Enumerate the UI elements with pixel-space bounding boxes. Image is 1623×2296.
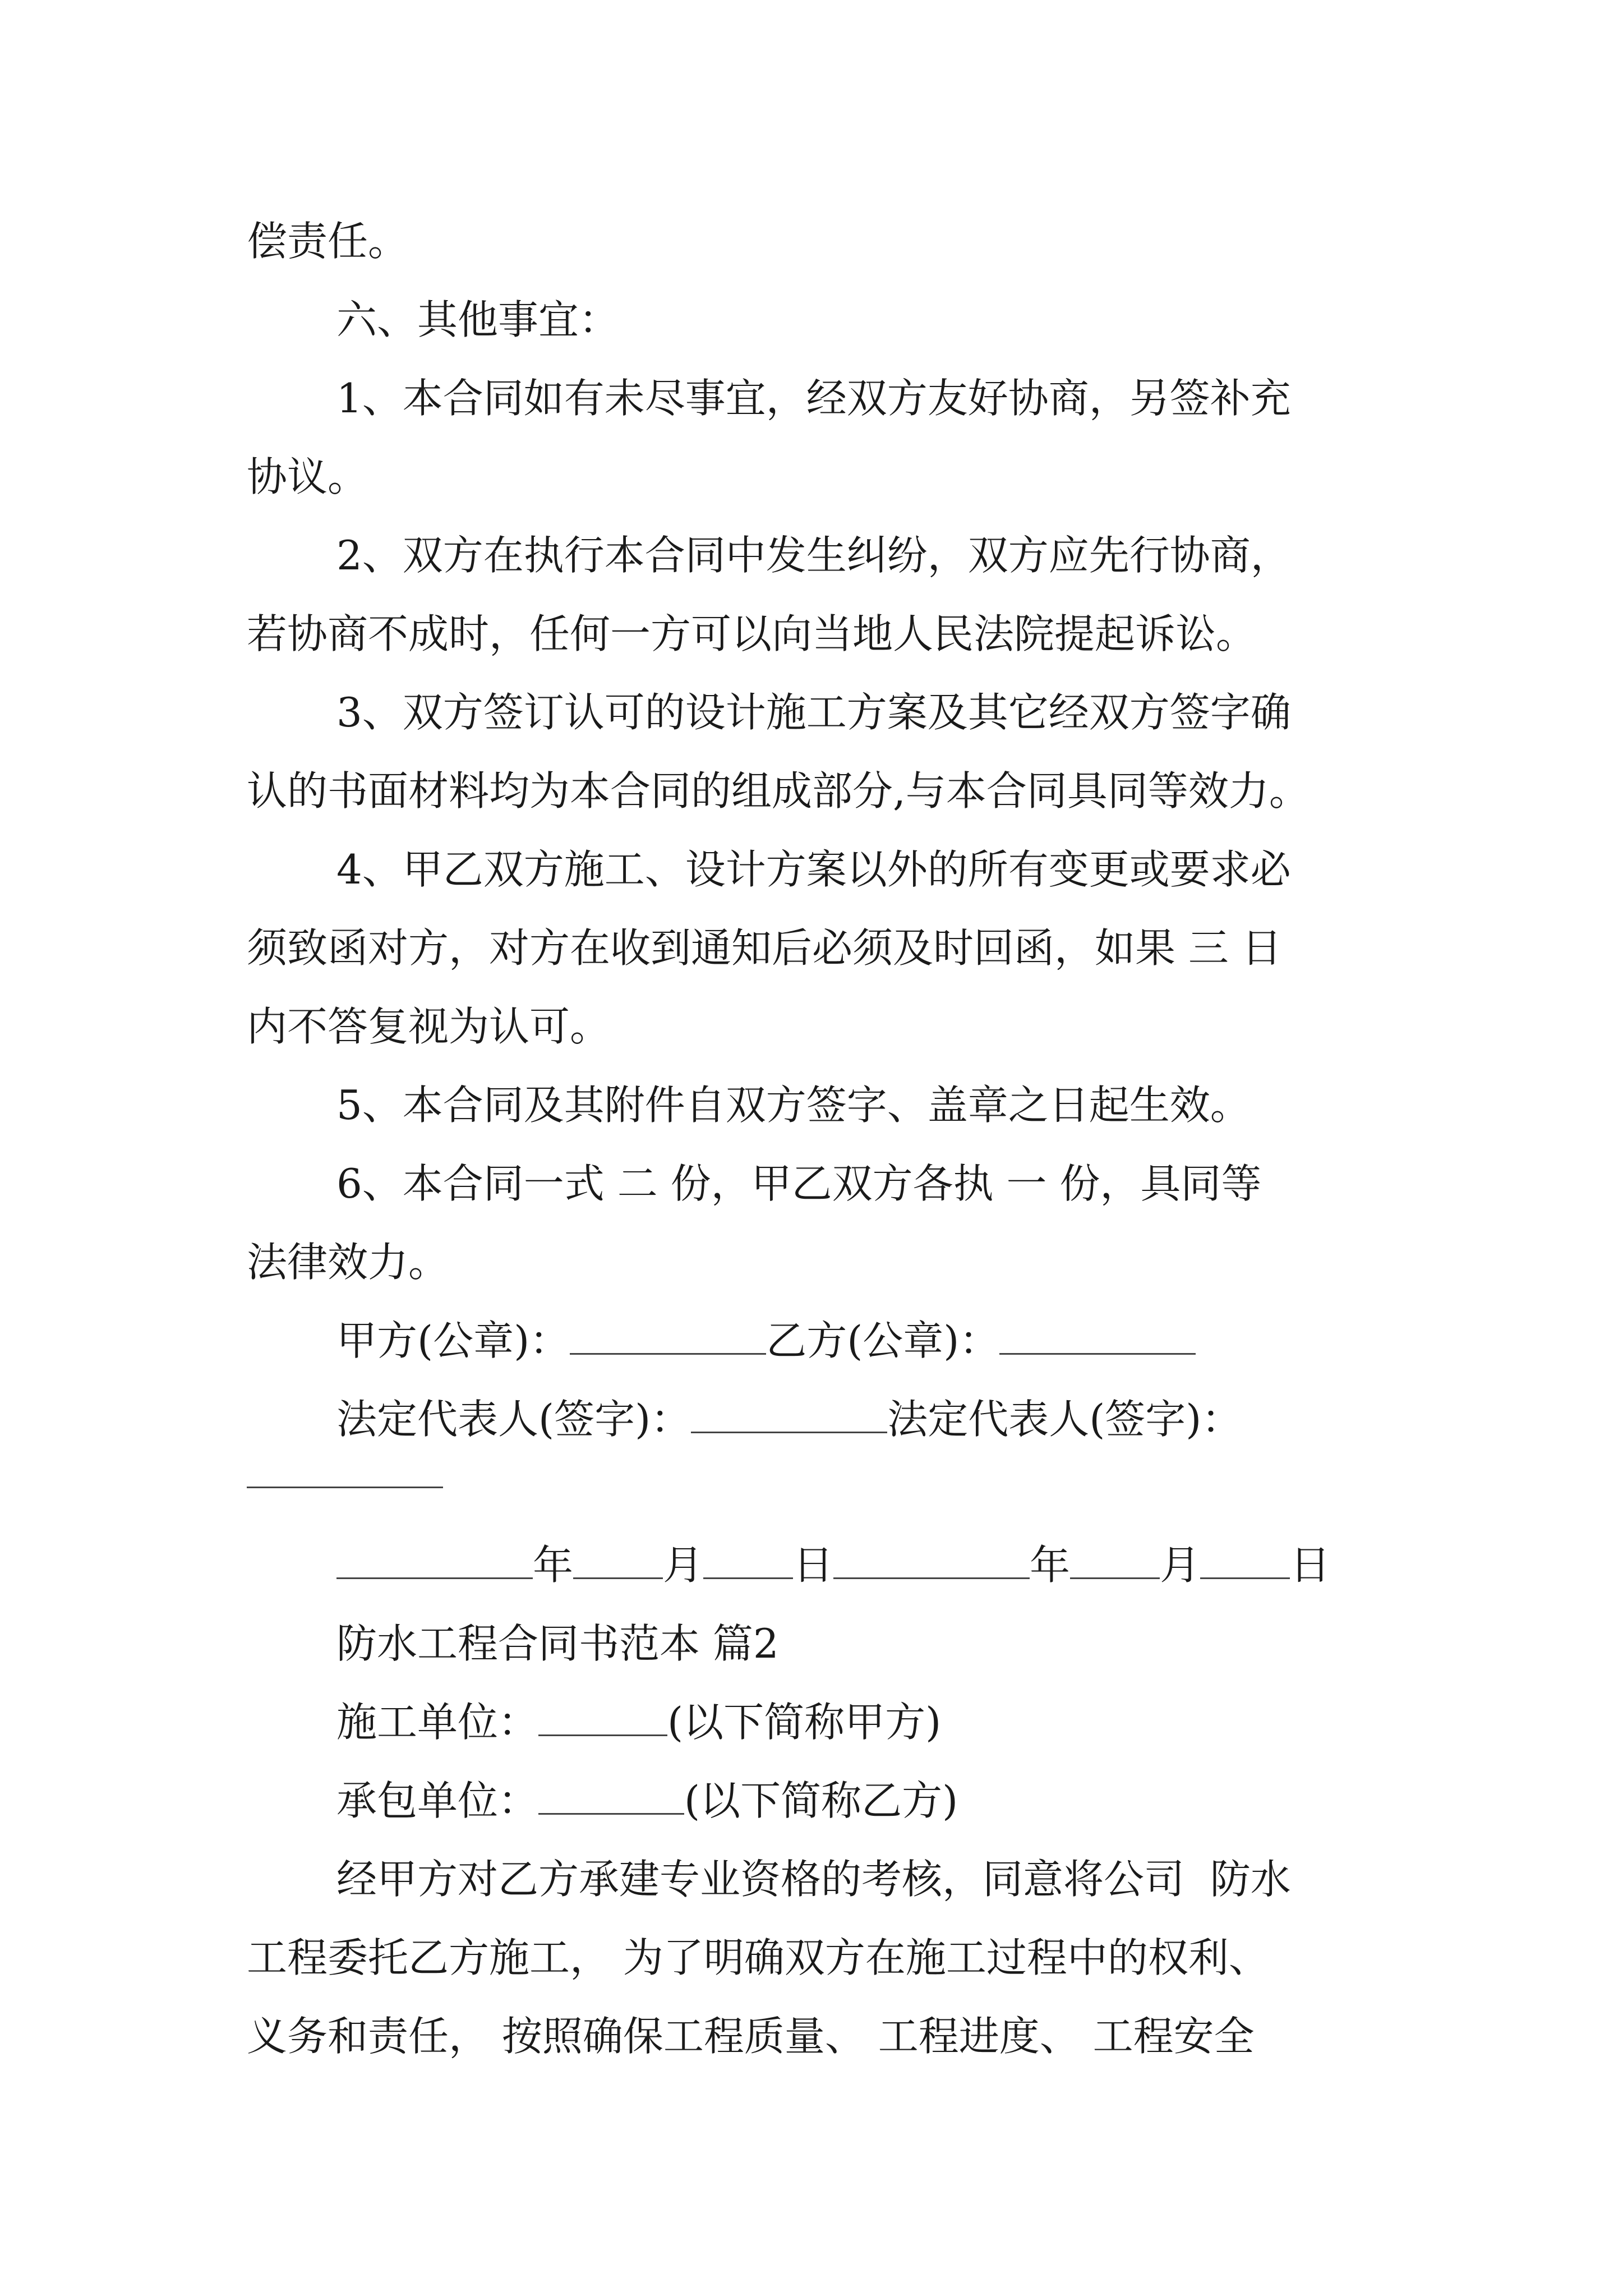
section-heading: 六、其他事宜： <box>336 296 620 343</box>
party-b-seal-label: 乙方(公章)： <box>766 1317 1000 1364</box>
text-line: 6、本合同一式 二 份，甲乙双方各执 一 份，具同等 <box>336 1160 1262 1207</box>
construction-unit-line <box>336 1683 1402 1761</box>
text-line: 须致函对方，对方在收到通知后必须及时回函，如果 三 日 <box>247 924 1282 972</box>
party-a-seal-blank <box>570 1316 766 1355</box>
seal-line <box>336 1301 1402 1380</box>
text-line: 内不答复视为认可。 <box>247 1003 611 1050</box>
text-line: 2、双方在执行本合同中发生纠纷，双方应先行协商， <box>336 532 1291 579</box>
date-blank <box>833 1540 1030 1579</box>
day-label: 日 <box>793 1542 834 1589</box>
date-blank <box>1070 1540 1160 1579</box>
contractor-unit-blank <box>538 1776 684 1815</box>
party-a-rep-label: 法定代表人(签字)： <box>336 1396 691 1443</box>
text-line: 若协商不成时，任何一方可以向当地人民法院提起诉讼。 <box>247 610 1257 657</box>
text-line: 5、本合同及其附件自双方签字、盖章之日起生效。 <box>336 1082 1251 1129</box>
text-line: 4、甲乙双方施工、设计方案以外的所有变更或要求必 <box>336 846 1291 893</box>
representative-line <box>336 1380 1402 1458</box>
contractor-unit-note: (以下简称乙方) <box>684 1777 958 1824</box>
contractor-unit-line <box>336 1761 1402 1840</box>
text-line: 义务和责任， 按照确保工程质量、 工程进度、 工程安全 <box>247 2013 1255 2060</box>
date-blank <box>703 1540 793 1579</box>
text-line: 认的书面材料均为本合同的组成部分,与本合同具同等效力。 <box>247 767 1310 815</box>
text-line: 法律效力。 <box>247 1239 449 1286</box>
construction-unit-label: 施工单位： <box>336 1699 539 1746</box>
text-line: 偿责任。 <box>247 218 409 265</box>
day-label: 日 <box>1290 1542 1331 1589</box>
date-blank <box>573 1540 663 1579</box>
construction-unit-note: (以下简称甲方) <box>667 1699 942 1746</box>
party-b-rep-label: 法定代表人(签字)： <box>887 1396 1242 1443</box>
month-label: 月 <box>663 1542 704 1589</box>
construction-unit-blank <box>538 1697 667 1736</box>
date-blank <box>1200 1540 1290 1579</box>
text-line: 经甲方对乙方承建专业资格的考核，同意将公司 防水 <box>336 1856 1291 1903</box>
year-label: 年 <box>1030 1542 1071 1589</box>
party-b-rep-blank <box>247 1487 443 1488</box>
section-title: 防水工程合同书范本 篇2 <box>336 1620 779 1667</box>
year-label: 年 <box>533 1542 574 1589</box>
text-line: 3、双方签订认可的设计施工方案及其它经双方签字确 <box>336 689 1291 736</box>
date-line <box>336 1526 1402 1604</box>
text-line: 协议。 <box>247 453 368 500</box>
party-a-seal-label: 甲方(公章)： <box>336 1317 570 1364</box>
text-line: 1、本合同如有未尽事宜，经双方友好协商，另签补充 <box>336 375 1291 422</box>
date-blank <box>336 1540 533 1579</box>
contractor-unit-label: 承包单位： <box>336 1777 539 1824</box>
text-line: 工程委托乙方施工， 为了明确双方在施工过程中的权利、 <box>247 1934 1269 1981</box>
month-label: 月 <box>1160 1542 1201 1589</box>
party-a-rep-blank <box>691 1395 887 1433</box>
party-b-seal-blank <box>999 1316 1196 1355</box>
